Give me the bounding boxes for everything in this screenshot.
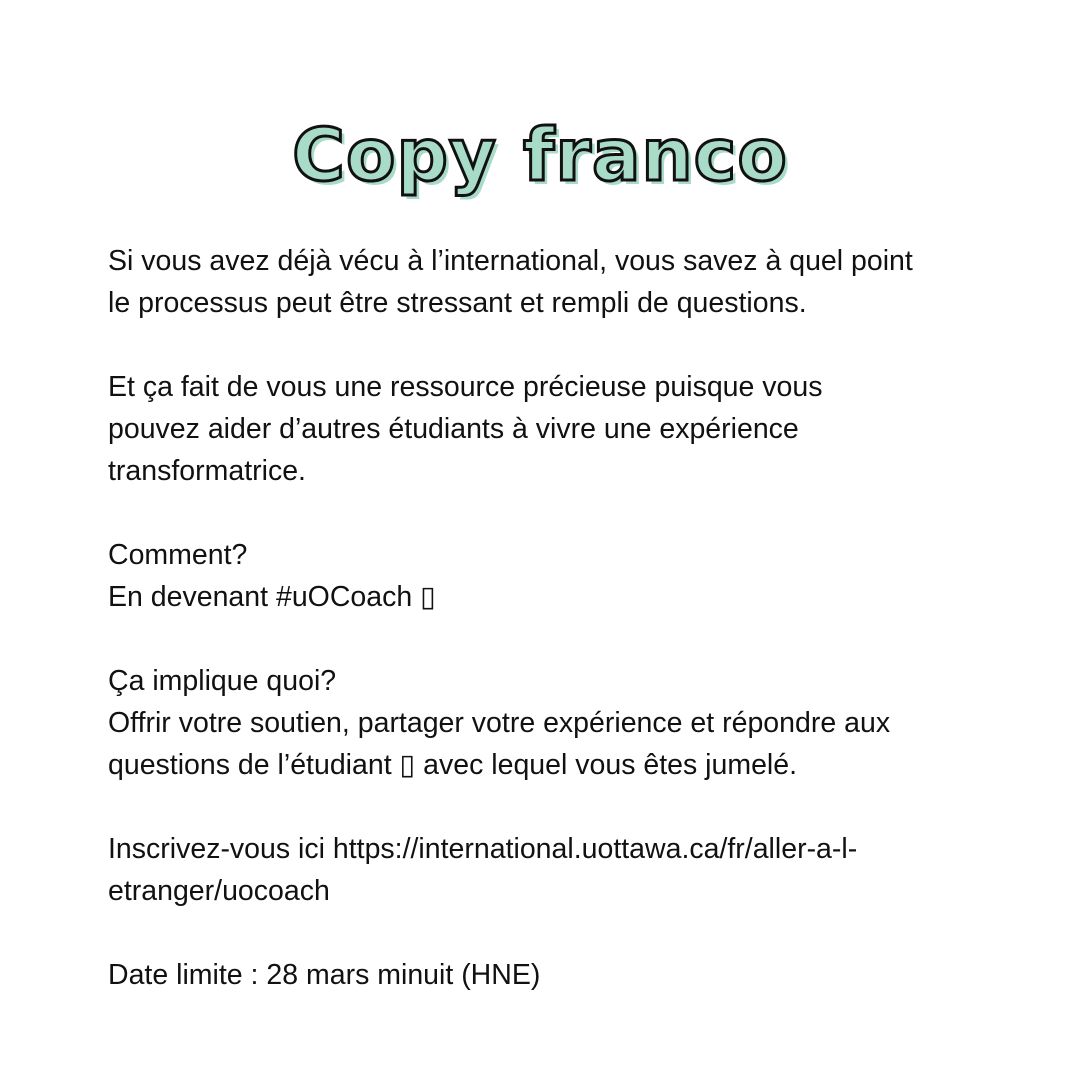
signup-prefix: Inscrivez-vous ici [108,833,333,865]
post-title: Copy franco [292,113,788,197]
intro-line-1: Si vous avez déjà vécu à l’international, vous savez à quel point [108,245,913,277]
how-answer: En devenant #uOCoach ▯ [108,581,436,613]
deadline-text: Date limite : 28 mars minuit (HNE) [108,959,541,991]
intro-line-2: le processus peut être stressant et rempli de questions. [108,287,807,319]
implies-paragraph [108,660,978,786]
signup-paragraph [108,828,978,912]
implies-line-1: Offrir votre soutien, partager votre expérience et répondre aux [108,707,891,739]
signup-link-part-1[interactable]: https://international.uottawa.ca/fr/aller-a-l- [332,833,858,865]
deadline-paragraph [108,954,978,996]
post-body [108,240,978,996]
how-paragraph [108,534,978,618]
implies-line-2: questions de l’étudiant ▯ avec lequel vous êtes jumelé. [108,749,798,781]
how-question: Comment? [108,539,248,571]
resource-line-3: transformatrice. [108,455,306,487]
signup-line-2 [108,870,978,912]
intro-paragraph [108,240,978,324]
implies-question: Ça implique quoi? [108,665,337,697]
signup-link-part-2[interactable]: etranger/uocoach [108,875,330,907]
signup-line-1 [108,828,978,870]
resource-line-1: Et ça fait de vous une ressource précieuse puisque vous [108,371,823,403]
resource-paragraph [108,366,978,492]
resource-line-2: pouvez aider d’autres étudiants à vivre une expérience [108,413,799,445]
